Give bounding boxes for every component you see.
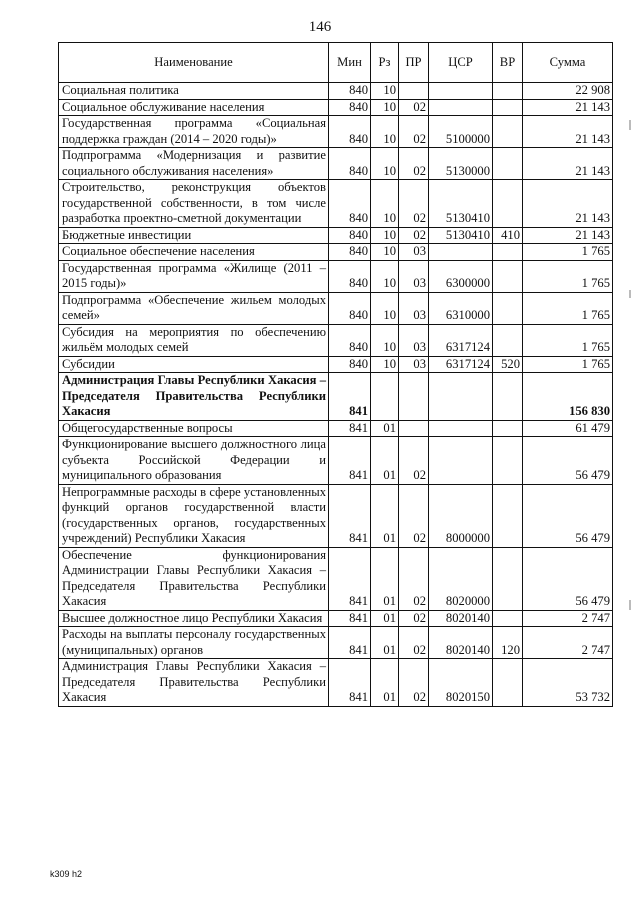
- cell-min: 840: [329, 260, 371, 292]
- table-row: [59, 437, 613, 485]
- cell-vr: [493, 83, 523, 100]
- cell-csr: [429, 437, 493, 485]
- cell-rz: 10: [371, 148, 399, 180]
- cell-pr: 03: [399, 356, 429, 373]
- cell-name: Социальная политика: [59, 83, 329, 100]
- cell-name: Государственная программа «Социальная поддержка граждан (2014 – 2020 годы)»: [59, 116, 329, 148]
- cell-vr: [493, 373, 523, 421]
- table-row: [59, 260, 613, 292]
- table-row: [59, 99, 613, 116]
- cell-vr: [493, 547, 523, 610]
- cell-min: 840: [329, 180, 371, 228]
- table-row: [59, 83, 613, 100]
- table-row: [59, 116, 613, 148]
- cell-sum: 21 143: [523, 227, 613, 244]
- table-row: [59, 148, 613, 180]
- cell-sum: 1 765: [523, 244, 613, 261]
- cell-csr: [429, 420, 493, 437]
- cell-pr: 02: [399, 659, 429, 707]
- cell-rz: 10: [371, 180, 399, 228]
- table-row: [59, 659, 613, 707]
- cell-min: 841: [329, 627, 371, 659]
- cell-name: Субсидии: [59, 356, 329, 373]
- cell-min: 841: [329, 373, 371, 421]
- cell-min: 840: [329, 356, 371, 373]
- cell-pr: 02: [399, 116, 429, 148]
- cell-min: 840: [329, 99, 371, 116]
- cell-sum: 21 143: [523, 99, 613, 116]
- cell-rz: 01: [371, 484, 399, 547]
- scan-mark: [629, 120, 631, 130]
- cell-csr: 6310000: [429, 292, 493, 324]
- table-row: [59, 627, 613, 659]
- cell-csr: 5100000: [429, 116, 493, 148]
- cell-rz: 10: [371, 260, 399, 292]
- cell-rz: 01: [371, 659, 399, 707]
- cell-csr: 6317124: [429, 356, 493, 373]
- cell-csr: 6300000: [429, 260, 493, 292]
- table-row: [59, 547, 613, 610]
- cell-name: Расходы на выплаты персоналу государственных (муниципальных) органов: [59, 627, 329, 659]
- cell-rz: 10: [371, 356, 399, 373]
- header-vr: ВР: [493, 43, 523, 83]
- cell-min: 840: [329, 292, 371, 324]
- cell-vr: 120: [493, 627, 523, 659]
- cell-csr: 8020150: [429, 659, 493, 707]
- cell-name: Подпрограмма «Модернизация и развитие социального обслуживания населения»: [59, 148, 329, 180]
- cell-rz: 01: [371, 610, 399, 627]
- cell-sum: 1 765: [523, 356, 613, 373]
- cell-pr: [399, 420, 429, 437]
- footer-code: k309 h2: [50, 869, 83, 879]
- header-rz: Рз: [371, 43, 399, 83]
- cell-rz: 10: [371, 244, 399, 261]
- cell-vr: [493, 437, 523, 485]
- scan-mark: [629, 600, 631, 610]
- cell-vr: [493, 292, 523, 324]
- cell-sum: 22 908: [523, 83, 613, 100]
- cell-sum: 61 479: [523, 420, 613, 437]
- cell-name: Высшее должностное лицо Республики Хакасия: [59, 610, 329, 627]
- cell-vr: [493, 260, 523, 292]
- table-row: [59, 292, 613, 324]
- cell-sum: 156 830: [523, 373, 613, 421]
- cell-pr: 02: [399, 99, 429, 116]
- cell-pr: 03: [399, 244, 429, 261]
- cell-pr: 02: [399, 148, 429, 180]
- cell-pr: 02: [399, 484, 429, 547]
- header-min: Мин: [329, 43, 371, 83]
- cell-pr: 02: [399, 610, 429, 627]
- table-body: [59, 83, 613, 707]
- cell-name: Бюджетные инвестиции: [59, 227, 329, 244]
- cell-sum: 56 479: [523, 437, 613, 485]
- cell-rz: 01: [371, 547, 399, 610]
- cell-pr: 03: [399, 324, 429, 356]
- cell-min: 840: [329, 244, 371, 261]
- cell-min: 840: [329, 148, 371, 180]
- cell-vr: [493, 99, 523, 116]
- cell-min: 840: [329, 83, 371, 100]
- cell-min: 840: [329, 324, 371, 356]
- cell-pr: [399, 373, 429, 421]
- cell-csr: 8000000: [429, 484, 493, 547]
- cell-vr: 520: [493, 356, 523, 373]
- cell-vr: 410: [493, 227, 523, 244]
- page-number: 146: [308, 19, 332, 35]
- table-row: [59, 420, 613, 437]
- cell-vr: [493, 116, 523, 148]
- cell-rz: 10: [371, 227, 399, 244]
- cell-pr: 02: [399, 180, 429, 228]
- cell-vr: [493, 610, 523, 627]
- cell-rz: 10: [371, 324, 399, 356]
- cell-csr: 8020140: [429, 610, 493, 627]
- cell-sum: 53 732: [523, 659, 613, 707]
- cell-pr: 02: [399, 547, 429, 610]
- cell-sum: 1 765: [523, 292, 613, 324]
- cell-name: Функционирование высшего должностного лица субъекта Российской Федерации и муниципального образования: [59, 437, 329, 485]
- cell-csr: 6317124: [429, 324, 493, 356]
- cell-name: Социальное обеспечение населения: [59, 244, 329, 261]
- cell-name: Обеспечение функционирования Администрации Главы Республики Хакасия – Председателя Правительства Республики Хакасия: [59, 547, 329, 610]
- table-row: [59, 324, 613, 356]
- cell-pr: 02: [399, 437, 429, 485]
- cell-rz: 01: [371, 420, 399, 437]
- cell-csr: [429, 83, 493, 100]
- cell-vr: [493, 659, 523, 707]
- cell-min: 841: [329, 484, 371, 547]
- cell-csr: 8020000: [429, 547, 493, 610]
- cell-min: 841: [329, 547, 371, 610]
- cell-csr: [429, 244, 493, 261]
- cell-csr: [429, 99, 493, 116]
- table-row: [59, 484, 613, 547]
- cell-vr: [493, 324, 523, 356]
- cell-name: Строительство, реконструкция объектов государственной собственности, в том числе разработка проектно-сметной документации: [59, 180, 329, 228]
- table-row: [59, 227, 613, 244]
- cell-min: 840: [329, 116, 371, 148]
- cell-csr: 5130000: [429, 148, 493, 180]
- cell-rz: [371, 373, 399, 421]
- cell-sum: 21 143: [523, 180, 613, 228]
- cell-sum: 1 765: [523, 324, 613, 356]
- cell-pr: 03: [399, 260, 429, 292]
- cell-rz: 01: [371, 627, 399, 659]
- cell-name: Непрограммные расходы в сфере установленных функций органов государственной власти (государственных органов, государственных учреждений) Республики Хакасия: [59, 484, 329, 547]
- cell-vr: [493, 484, 523, 547]
- cell-name: Администрация Главы Республики Хакасия – Председателя Правительства Республики Хакасия: [59, 373, 329, 421]
- cell-min: 840: [329, 227, 371, 244]
- cell-sum: 21 143: [523, 148, 613, 180]
- cell-sum: 21 143: [523, 116, 613, 148]
- cell-name: Субсидия на мероприятия по обеспечению жильём молодых семей: [59, 324, 329, 356]
- cell-pr: 03: [399, 292, 429, 324]
- cell-name: Администрация Главы Республики Хакасия – Председателя Правительства Республики Хакасия: [59, 659, 329, 707]
- cell-pr: 02: [399, 227, 429, 244]
- cell-vr: [493, 420, 523, 437]
- table-header-row: [59, 43, 613, 83]
- table-row: [59, 373, 613, 421]
- cell-csr: 5130410: [429, 227, 493, 244]
- cell-rz: 10: [371, 83, 399, 100]
- cell-min: 841: [329, 437, 371, 485]
- table-row: [59, 356, 613, 373]
- cell-vr: [493, 148, 523, 180]
- header-sum: Сумма: [523, 43, 613, 83]
- cell-sum: 2 747: [523, 627, 613, 659]
- cell-rz: 10: [371, 99, 399, 116]
- cell-pr: 02: [399, 627, 429, 659]
- cell-rz: 10: [371, 292, 399, 324]
- table-row: [59, 244, 613, 261]
- cell-csr: 5130410: [429, 180, 493, 228]
- header-csr: ЦСР: [429, 43, 493, 83]
- cell-min: 841: [329, 610, 371, 627]
- cell-min: 841: [329, 659, 371, 707]
- cell-rz: 01: [371, 437, 399, 485]
- budget-table: [58, 42, 613, 707]
- cell-csr: 8020140: [429, 627, 493, 659]
- cell-sum: 2 747: [523, 610, 613, 627]
- cell-sum: 56 479: [523, 484, 613, 547]
- cell-csr: [429, 373, 493, 421]
- cell-pr: [399, 83, 429, 100]
- cell-sum: 1 765: [523, 260, 613, 292]
- scan-mark: [629, 290, 631, 298]
- cell-rz: 10: [371, 116, 399, 148]
- cell-name: Государственная программа «Жилище (2011 – 2015 годы)»: [59, 260, 329, 292]
- cell-name: Подпрограмма «Обеспечение жильем молодых семей»: [59, 292, 329, 324]
- table-row: [59, 610, 613, 627]
- cell-vr: [493, 180, 523, 228]
- table-row: [59, 180, 613, 228]
- cell-name: Социальное обслуживание населения: [59, 99, 329, 116]
- header-name: Наименование: [59, 43, 329, 83]
- cell-name: Общегосударственные вопросы: [59, 420, 329, 437]
- cell-sum: 56 479: [523, 547, 613, 610]
- cell-vr: [493, 244, 523, 261]
- header-pr: ПР: [399, 43, 429, 83]
- cell-min: 841: [329, 420, 371, 437]
